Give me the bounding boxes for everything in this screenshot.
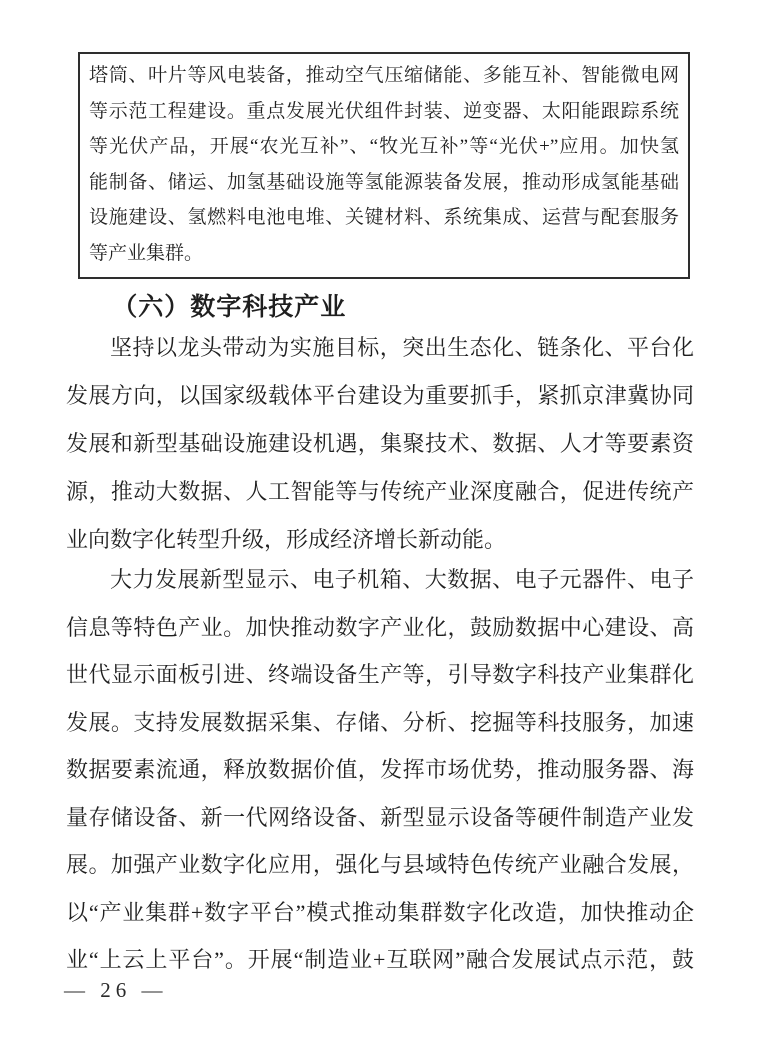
text-line: 业“上云上平台”。开展“制造业+互联网”融合发展试点示范，鼓 — [66, 947, 694, 972]
text-line: 源，推动大数据、人工智能等与传统产业深度融合，促进传统产 — [66, 479, 694, 504]
boxed-callout — [78, 52, 690, 279]
text-line: 大力发展新型显示、电子机箱、大数据、电子元器件、电子 — [110, 567, 694, 592]
text-line: 业向数字化转型升级，形成经济增长新动能。 — [66, 527, 507, 552]
text-line: 展。加强产业数字化应用，强化与县域特色传统产业融合发展， — [66, 852, 694, 877]
section-heading: （六）数字科技产业 — [112, 294, 347, 321]
text-line: 量存储设备、新一代网络设备、新型显示设备等硬件制造产业发 — [66, 804, 694, 830]
text-line: 数据要素流通，释放数据价值，发挥市场优势，推动服务器、海 — [66, 757, 694, 782]
text-line: 设施建设、氢燃料电池电堆、关键材料、系统集成、运营与配套服务 — [89, 207, 679, 228]
text-line: 以“产业集群+数字平台”模式推动集群数字化改造，加快推动企 — [66, 899, 694, 925]
text-line: 世代显示面板引进、终端设备生产等，引导数字科技产业集群化 — [66, 662, 694, 687]
text-line: 坚持以龙头带动为实施目标，突出生态化、链条化、平台化 — [110, 335, 694, 360]
text-line: 发展和新型基础设施建设机遇，集聚技术、数据、人才等要素资 — [66, 431, 694, 456]
text-line: 能制备、储运、加氢基础设施等氢能源装备发展，推动形成氢能基础 — [89, 171, 679, 193]
body-paragraph — [66, 556, 694, 984]
text-line: 发展方向，以国家级载体平台建设为重要抓手，紧抓京津冀协同 — [66, 383, 694, 408]
text-line: 发展。支持发展数据采集、存储、分析、挖掘等科技服务，加速 — [66, 709, 694, 735]
text-line: 等示范工程建设。重点发展光伏组件封装、逆变器、太阳能跟踪系统 — [89, 100, 679, 122]
page-number: — 26 — — [64, 978, 168, 1002]
text-line: 塔筒、叶片等风电装备，推动空气压缩储能、多能互补、智能微电网 — [89, 65, 679, 86]
text-line: 等产业集群。 — [89, 242, 204, 264]
text-line: 等光伏产品，开展“农光互补”、“牧光互补”等“光伏+”应用。加快氢 — [89, 136, 679, 157]
body-paragraph — [66, 324, 694, 564]
text-line: 信息等特色产业。加快推动数字产业化，鼓励数据中心建设、高 — [66, 614, 694, 640]
